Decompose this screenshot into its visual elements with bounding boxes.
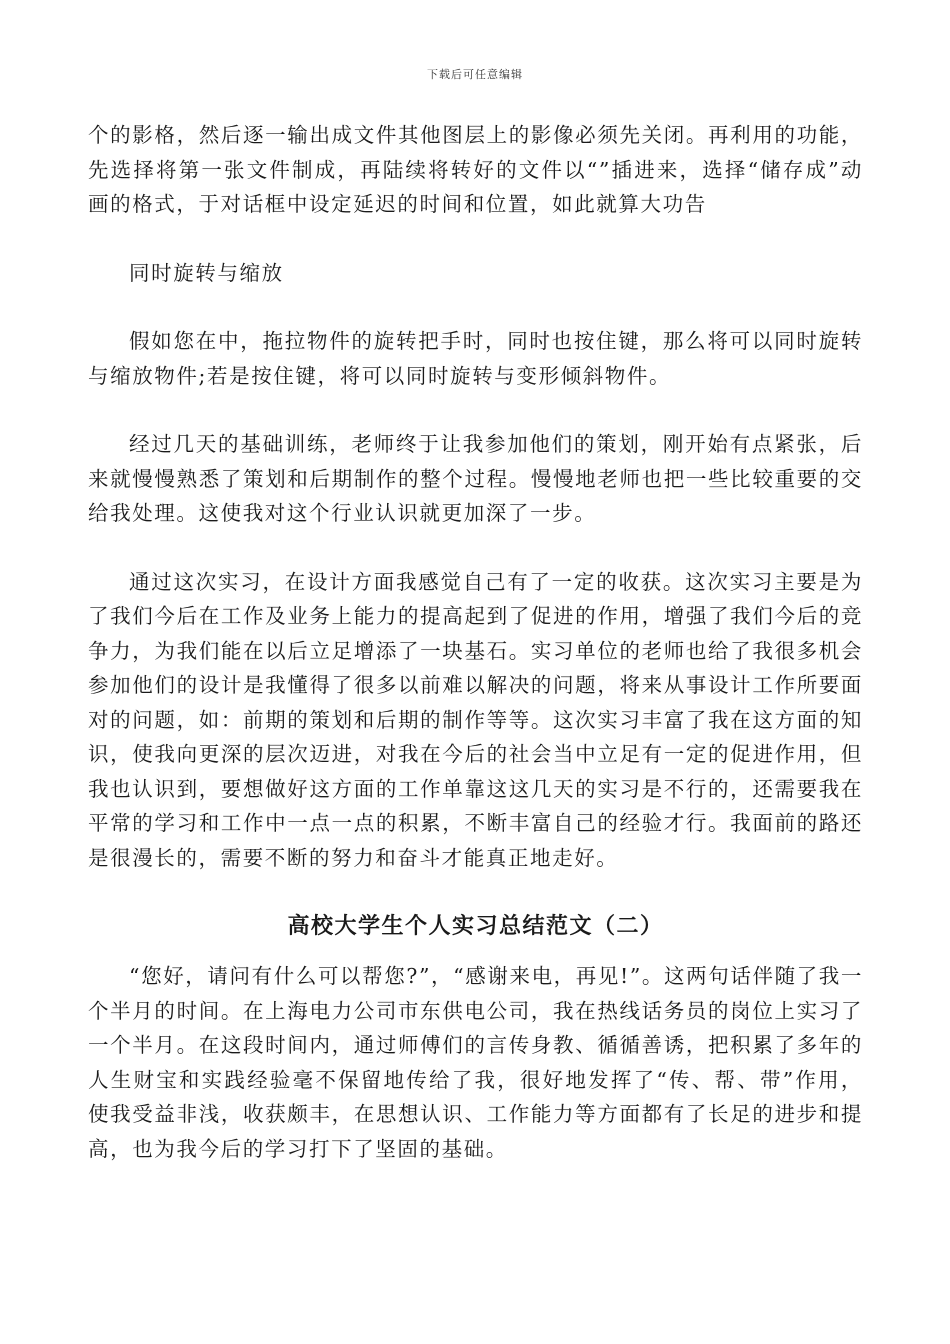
document-body — [88, 118, 863, 1166]
paragraph-gap — [88, 875, 863, 909]
paragraph-gap — [88, 290, 863, 324]
paragraph-gap — [88, 222, 863, 256]
paragraph-gap — [88, 531, 863, 565]
section-heading: 高校大学生个人实习总结范文（二） — [287, 913, 664, 939]
paragraph-gap — [88, 943, 863, 959]
paragraph-5: 通过这次实习，在设计方面我感觉自己有了一定的收获。这次实习主要是为了我们今后在工作及业务上能力的提高起到了促进的作用，增强了我们今后的竞争力，为我们能在以后立足增添了一块基石。实习单位的老师也给了我很多机会参加他们的设计是我懂得了很多以前难以解决的问题，将来从事设计工作所要面对的问题，如：前期的策划和后期的制作等等。这次实习丰富了我在这方面的知识，使我向更深的层次迈进，对我在今后的社会当中立足有一定的促进作用，但我也认识到，要想做好这方面的工作单靠这这几天的实习是不行的，还需要我在平常的学习和工作中一点一点的积累，不断丰富自己的经验才行。我面前的路还是很漫长的，需要不断的努力和奋斗才能真正地走好。 — [88, 569, 863, 870]
paragraph-gap — [88, 393, 863, 427]
header-note: 下载后可任意编辑 — [427, 68, 523, 81]
paragraph-3: 假如您在中，拖拉物件的旋转把手时，同时也按住键，那么将可以同时旋转与缩放物件;若是按住键，将可以同时旋转与变形倾斜物件。 — [88, 329, 863, 388]
paragraph-6: “您好，请问有什么可以帮您?”，“感谢来电，再见!”。这两句话伴随了我一个半月的时间。在上海电力公司市东供电公司，我在热线话务员的岗位上实习了一个半月。在这段时间内，通过师傅们的言传身教、循循善诱，把积累了多年的人生财宝和实践经验毫不保留地传给了我，很好地发挥了“传、帮、带”作用，使我受益非浅，收获颇丰，在思想认识、工作能力等方面都有了长足的进步和提高，也为我今后的学习打下了坚固的基础。 — [88, 964, 863, 1161]
paragraph-2: 同时旋转与缩放 — [129, 260, 284, 285]
paragraph-4: 经过几天的基础训练，老师终于让我参加他们的策划，刚开始有点紧张，后来就慢慢熟悉了策划和后期制作的整个过程。慢慢地老师也把一些比较重要的交给我处理。这使我对这个行业认识就更加深了一步。 — [88, 432, 863, 525]
paragraph-1: 个的影格，然后逐一输出成文件其他图层上的影像必须先关闭。再利用的功能，先选择将第一张文件制成，再陆续将转好的文件以“”插进来，选择“储存成”动画的格式，于对话框中设定延迟的时间和位置，如此就算大功告 — [88, 123, 863, 216]
